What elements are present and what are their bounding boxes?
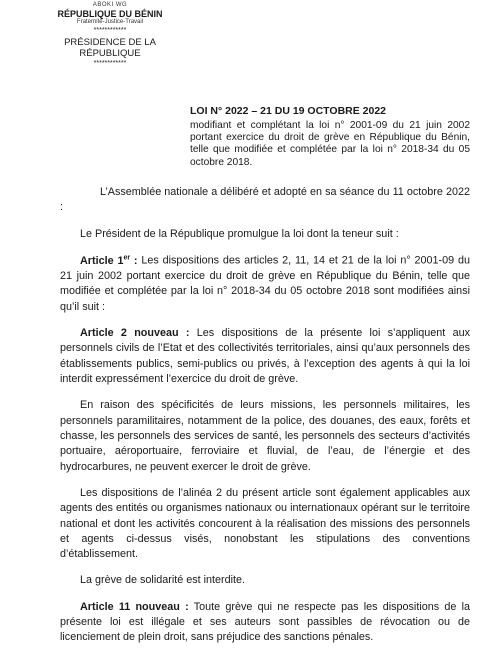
article-1-paragraph <box>60 253 470 315</box>
article-11-label: Article 11 nouveau : <box>80 600 189 613</box>
issuing-office: PRÉSIDENCE DE LA RÉPUBLIQUE <box>64 37 156 60</box>
article-2-text: Les dispositions de la présente loi s’appliquent aux personnels civils de l’Etat et des collectivités territoriales, ainsi qu’aux personnels des établissements publics, semi-publics ou privés, à l’exception des agents à qui la loi interdit expressément l’exercice du droit de grève. <box>60 326 470 385</box>
promulgation-paragraph: Le Président de la République promulgue la loi dont la teneur suit : <box>80 227 399 240</box>
preamble-paragraph: L’Assemblée nationale a délibéré et adopté en sa séance du 11 octobre 2022 : <box>60 186 470 214</box>
national-motto: Fraternité-Justice-Travail <box>76 19 144 26</box>
separator-stars: ************ <box>93 27 127 35</box>
article-2-label: Article 2 nouveau : <box>80 326 190 339</box>
article-1-text: Les dispositions des articles 2, 11, 14 et 21 de la loi n° 2001-09 du 21 juin 2002 portant exercice du droit de grève en République du Bénin, telle que modifiée et complétée par la loi n° 2018-34 du 05 octobre 2018 sont modifiées ainsi qu’il suit : <box>60 254 470 313</box>
law-title: LOI N° 2022 – 21 DU 19 OCTOBRE 2022 <box>190 105 387 117</box>
article-1-superscript: er <box>123 253 131 261</box>
law-body <box>60 185 470 657</box>
article-11-text: Toute grève qui ne respecte pas les dispositions de la présente loi est illégale et ses auteurs sont passibles de révocation ou de licenciement de plein droit, sans préjudice des sanctions pénales. <box>60 600 470 644</box>
article-2-paragraph-2: En raison des spécificités de leurs missions, les personnels militaires, les personnels paramilitaires, notamment de la police, des douanes, des eaux, forêts et chasse, les personnels des services de santé, les personnels des secteurs d’activités portuaire, aéroportuaire, ferroviaire et fluvial, de l’eau, de l’énergie et des hydrocarbures, ne peuvent exercer le droit de grève. <box>60 399 470 473</box>
article-1-label-text: Article 1 <box>80 254 124 267</box>
article-2-paragraph-4: La grève de solidarité est interdite. <box>80 574 246 587</box>
article-2-paragraph <box>60 326 470 387</box>
article-11-paragraph <box>60 600 470 646</box>
letterhead <box>40 2 180 68</box>
article-1-colon: : <box>130 254 138 267</box>
separator-stars-2: ************ <box>93 60 127 68</box>
country-name: RÉPUBLIQUE DU BÉNIN <box>57 8 163 19</box>
article-1-label <box>80 255 138 267</box>
law-header <box>190 105 470 169</box>
article-2-paragraph-3: Les dispositions de l’alinéa 2 du présent article sont également applicables aux agents des entités ou organismes nationaux ou internationaux opérant sur le territoire national et dont les activités concourent à la réalisation des missions des personnels et agents ci-dessus visés, nonobstant les stipulations des conventions d’établissement. <box>60 486 470 561</box>
law-subtitle: modifiant et complétant la loi n° 2001-09 du 21 juin 2002 portant exercice du droit de grève en République du Bénin, telle que modifiée et complétée par la loi n° 2018-34 du 05 octobre 2018. <box>190 120 470 168</box>
letterhead-top-text: ABOKI WG <box>92 2 128 8</box>
